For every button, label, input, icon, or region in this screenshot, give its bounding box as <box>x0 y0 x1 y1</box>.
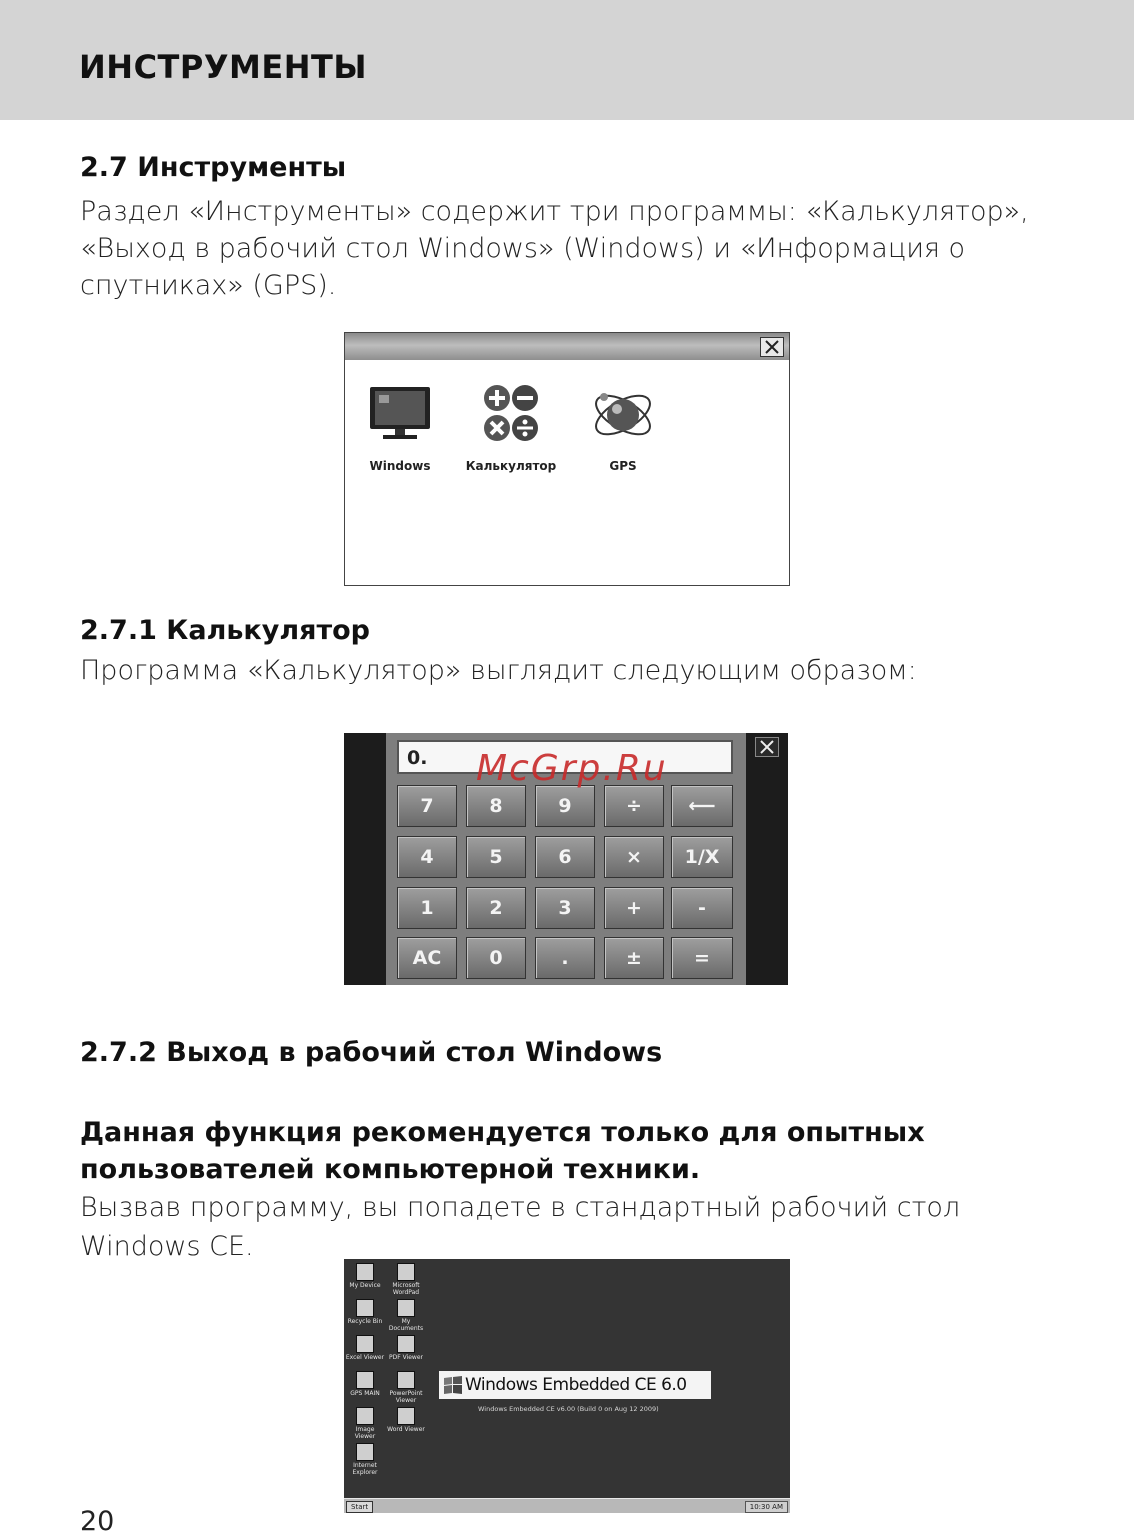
desktop-icon-my-device[interactable]: My Device <box>345 1263 385 1289</box>
key-backspace[interactable]: ⟵ <box>671 785 733 827</box>
section-2-7-line-1: Раздел «Инструменты» содержит три программы: «Калькулятор», <box>80 196 1029 227</box>
key-5[interactable]: 5 <box>466 836 526 878</box>
section-2-7-1-text: Программа «Калькулятор» выглядит следующим образом: <box>80 655 917 686</box>
folder-icon <box>397 1299 415 1317</box>
gps-icon <box>356 1371 374 1389</box>
section-2-7-2-line-2: Windows CE. <box>80 1231 254 1262</box>
key-6[interactable]: 6 <box>535 836 595 878</box>
device-icon <box>356 1263 374 1281</box>
globe-icon <box>356 1443 374 1461</box>
calculator-icon <box>479 383 543 445</box>
desktop-icon-image-viewer[interactable]: Image Viewer <box>345 1407 385 1440</box>
key-4[interactable]: 4 <box>397 836 457 878</box>
desktop-icon-internet-explorer[interactable]: Internet Explorer <box>345 1443 385 1476</box>
key-decimal[interactable]: . <box>535 937 595 979</box>
key-2[interactable]: 2 <box>466 887 526 929</box>
key-3[interactable]: 3 <box>535 887 595 929</box>
key-divide[interactable]: ÷ <box>604 785 664 827</box>
key-7[interactable]: 7 <box>397 785 457 827</box>
desktop-icon-excel-viewer[interactable]: Excel Viewer <box>345 1335 385 1361</box>
key-1[interactable]: 1 <box>397 887 457 929</box>
windows-flag-icon <box>443 1374 463 1396</box>
monitor-icon <box>365 385 435 445</box>
close-icon <box>764 339 780 355</box>
tool-label-gps: GPS <box>609 459 637 473</box>
close-icon <box>759 739 775 755</box>
start-button[interactable]: Start <box>346 1501 373 1513</box>
clock[interactable]: 10:30 AM <box>745 1501 788 1513</box>
recycle-bin-icon <box>356 1299 374 1317</box>
powerpoint-icon <box>397 1371 415 1389</box>
key-0[interactable]: 0 <box>466 937 526 979</box>
section-2-7-line-2: «Выход в рабочий стол Windows» (Windows) и «Информация о <box>80 233 966 264</box>
key-plus[interactable]: + <box>604 887 664 929</box>
key-multiply[interactable]: × <box>604 836 664 878</box>
watermark: McGrp.Ru <box>476 748 668 789</box>
section-2-7-heading: 2.7 Инструменты <box>80 152 347 183</box>
wordpad-icon <box>397 1263 415 1281</box>
header-title: ИНСТРУМЕНТЫ <box>79 48 367 86</box>
key-sign[interactable]: ± <box>604 937 664 979</box>
page-header <box>0 0 1134 120</box>
key-equals[interactable]: = <box>671 937 733 979</box>
tool-gps[interactable] <box>573 383 673 473</box>
warning-line-1: Данная функция рекомендуется только для опытных <box>80 1117 925 1148</box>
key-reciprocal[interactable]: 1/X <box>671 836 733 878</box>
tool-label-calculator: Калькулятор <box>465 459 557 473</box>
desktop-icon-my-documents[interactable]: My Documents <box>386 1299 426 1332</box>
key-8[interactable]: 8 <box>466 785 526 827</box>
desktop-icon-gps-main[interactable]: GPS MAIN <box>345 1371 385 1397</box>
display-value: 0. <box>407 747 428 769</box>
desktop-icon-word-viewer[interactable]: Word Viewer <box>386 1407 426 1433</box>
windows-ce-desktop-screenshot <box>344 1259 790 1513</box>
key-9[interactable]: 9 <box>535 785 595 827</box>
windows-ce-logo <box>439 1371 711 1399</box>
section-2-7-2-heading: 2.7.2 Выход в рабочий стол Windows <box>80 1037 663 1068</box>
title-bar <box>345 333 789 360</box>
close-button[interactable] <box>760 337 784 357</box>
build-info: Windows Embedded CE v6.00 (Build 0 on Aug 12 2009) <box>478 1405 659 1413</box>
image-icon <box>356 1407 374 1425</box>
pdf-icon <box>397 1335 415 1353</box>
desktop-icon-wordpad[interactable]: Microsoft WordPad <box>386 1263 426 1296</box>
section-2-7-line-3: спутниках» (GPS). <box>80 270 337 301</box>
page-number: 20 <box>80 1506 115 1537</box>
section-2-7-1-heading: 2.7.1 Калькулятор <box>80 615 370 646</box>
key-clear[interactable]: AC <box>397 937 457 979</box>
section-2-7-2-line-1: Вызвав программу, вы попадете в стандартный рабочий стол <box>80 1192 961 1223</box>
desktop-icon-pdf-viewer[interactable]: PDF Viewer <box>386 1335 426 1361</box>
excel-icon <box>356 1335 374 1353</box>
tool-calculator[interactable] <box>461 383 561 473</box>
tool-label-windows: Windows <box>369 459 431 473</box>
word-icon <box>397 1407 415 1425</box>
satellite-icon <box>590 383 656 445</box>
windows-ce-logo-text: Windows Embedded CE 6.0 <box>465 1375 687 1395</box>
close-button[interactable] <box>755 737 779 757</box>
key-minus[interactable]: - <box>671 887 733 929</box>
tool-windows[interactable] <box>350 383 450 473</box>
taskbar <box>344 1498 790 1513</box>
desktop-icon-powerpoint-viewer[interactable]: PowerPoint Viewer <box>386 1371 426 1404</box>
tools-menu-screenshot <box>344 332 790 586</box>
desktop-icon-recycle-bin[interactable]: Recycle Bin <box>345 1299 385 1325</box>
warning-line-2: пользователей компьютерной техники. <box>80 1154 701 1185</box>
